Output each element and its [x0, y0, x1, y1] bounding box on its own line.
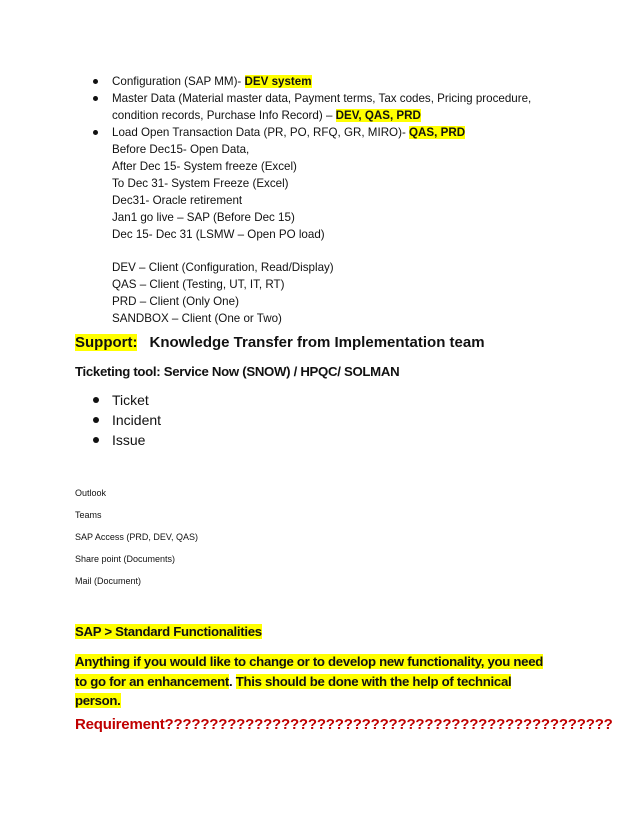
bullet-text: Master Data (Material master data, Payment terms, Tax codes, Pricing procedure, — [112, 92, 532, 105]
timeline-line: Dec31- Oracle retirement — [112, 194, 243, 207]
timeline-line: To Dec 31- System Freeze (Excel) — [112, 177, 289, 190]
bullet-text: condition records, Purchase Info Record) – — [112, 109, 336, 122]
tool-outlook: Outlook — [75, 488, 107, 498]
support-heading — [75, 334, 485, 351]
ticket-item: Incident — [87, 410, 161, 430]
enhancement-line: Anything if you would like to change or to develop new functionality, you need — [75, 654, 543, 669]
ticket-item: Ticket — [87, 390, 161, 410]
support-text: Knowledge Transfer from Implementation team — [149, 334, 485, 351]
ticket-item: Issue — [87, 430, 161, 450]
bullet-text: Configuration (SAP MM)- — [112, 75, 245, 88]
clients-block — [112, 259, 334, 327]
timeline-line: Dec 15- Dec 31 (LSMW – Open PO load) — [112, 228, 325, 241]
enhancement-line: person. — [75, 693, 121, 708]
client-line: PRD – Client (Only One) — [112, 295, 239, 308]
bullet-text: Load Open Transaction Data (PR, PO, RFQ, GR, MIRO)- — [112, 126, 410, 139]
highlight-dev-system: DEV system — [244, 75, 312, 88]
timeline-line: After Dec 15- System freeze (Excel) — [112, 160, 297, 173]
client-line: SANDBOX – Client (One or Two) — [112, 312, 282, 325]
enhancement-line: to go for an enhancement — [75, 673, 229, 689]
bullet-master-data — [87, 90, 607, 124]
enhancement-separator: . — [229, 673, 236, 689]
ticket-list — [87, 390, 161, 450]
timeline-block — [112, 141, 325, 243]
requirement-heading: Requirement?????????????????????????????????????????????????? — [75, 716, 613, 733]
tool-teams: Teams — [75, 510, 102, 520]
timeline-line: Before Dec15- Open Data, — [112, 143, 250, 156]
tool-share-point: Share point (Documents) — [75, 554, 176, 564]
ticketing-tool-heading: Ticketing tool: Service Now (SNOW) / HPQC/ SOLMAN — [75, 364, 400, 379]
highlight-qas-prd: QAS, PRD — [409, 126, 466, 139]
client-line: QAS – Client (Testing, UT, IT, RT) — [112, 278, 285, 291]
bullet-configuration — [87, 73, 607, 90]
bullet-load-open-transaction — [87, 124, 607, 141]
client-line: DEV – Client (Configuration, Read/Display) — [112, 261, 334, 274]
timeline-line: Jan1 go live – SAP (Before Dec 15) — [112, 211, 295, 224]
top-bullet-list — [87, 73, 607, 141]
enhancement-line: This should be done with the help of technical — [235, 673, 512, 689]
enhancement-paragraph — [75, 652, 575, 711]
highlight-dev-qas-prd: DEV, QAS, PRD — [335, 109, 421, 122]
support-label: Support: — [75, 334, 138, 351]
tool-mail: Mail (Document) — [75, 576, 142, 586]
sap-standard-text: SAP > Standard Functionalities — [75, 624, 262, 639]
tool-sap-access: SAP Access (PRD, DEV, QAS) — [75, 532, 199, 542]
sap-standard-heading — [75, 624, 262, 639]
